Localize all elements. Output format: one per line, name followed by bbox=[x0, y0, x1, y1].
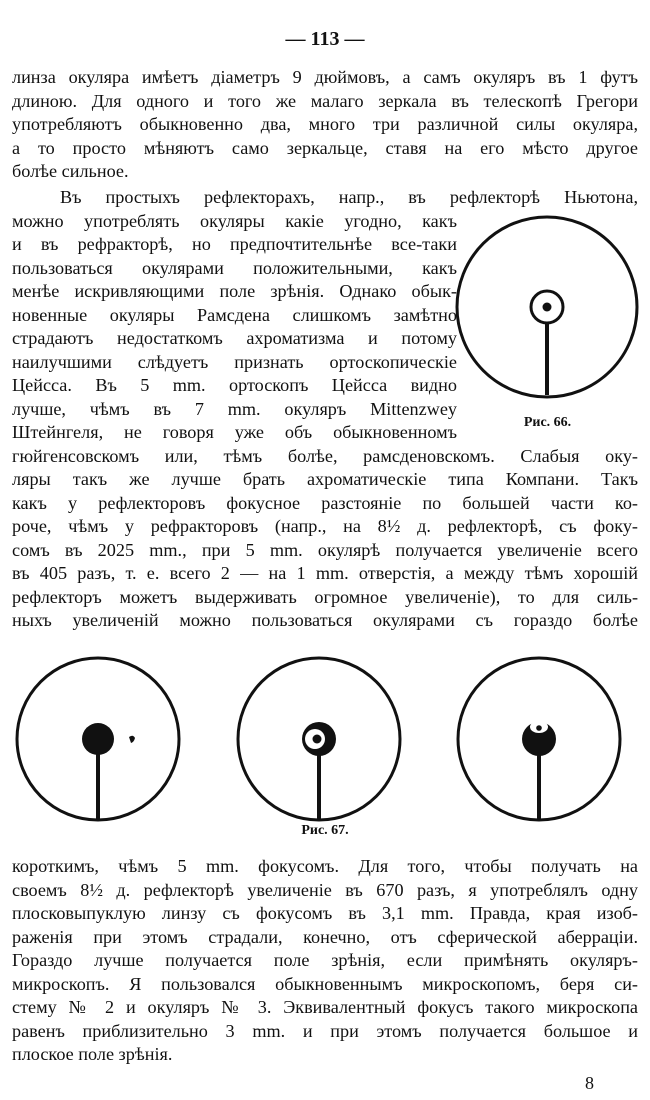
text-line: болѣе сильное. bbox=[12, 161, 129, 181]
text-line: страдаютъ недостаткомъ ахроматизма и потому bbox=[12, 328, 457, 348]
text-line: пользоваться окулярами положительными, какъ bbox=[12, 257, 457, 278]
text-line: можно употреблять окуляры какіе угодно, какъ bbox=[12, 210, 457, 231]
text-line: употребляютъ обыкновенно два, много три различной силы окуляра, bbox=[12, 114, 638, 134]
support-line bbox=[96, 754, 100, 821]
figure-67 bbox=[12, 655, 638, 845]
text-line: длиною. Для одного и того же малаго зеркала въ телескопѣ Грегори bbox=[12, 90, 638, 111]
text-line: Цейсса. Въ 5 mm. ортоскопъ Цейсса видно bbox=[12, 375, 457, 395]
satellite-mark bbox=[129, 736, 135, 743]
text-line: равенъ приблизительно 3 mm. и при этомъ получается большое и bbox=[12, 1020, 638, 1041]
text-line: какъ у рефлекторовъ фокусное разстояніе по большей части ко- bbox=[12, 492, 638, 513]
text-line: короткимъ, чѣмъ 5 mm. фокусомъ. Для того, чтобы получать на bbox=[12, 856, 638, 876]
text-line: лучше, чѣмъ въ 7 mm. окуляръ Mittenzwey bbox=[12, 398, 457, 419]
text-line: своемъ 8½ д. рефлекторѣ увеличеніе въ 670 разъ, я употреблялъ одну bbox=[12, 879, 638, 900]
text-line: ныхъ увеличеній можно пользоваться окулярами съ гораздо болѣе bbox=[12, 610, 638, 630]
figure-67-panel-left bbox=[17, 658, 179, 821]
figure-67-caption: Рис. 67. bbox=[301, 823, 349, 838]
text-line: новенные окуляры Рамсдена слишкомъ замѣтно bbox=[12, 304, 457, 325]
paragraph-3 bbox=[12, 855, 638, 1067]
figure-67-panel-middle bbox=[238, 658, 400, 821]
figure-67-drawing bbox=[12, 655, 638, 823]
text-line: Въ простыхъ рефлекторахъ, напр., въ рефлекторѣ Ньютона, bbox=[60, 187, 638, 207]
figure-66-drawing bbox=[455, 210, 640, 415]
text-line: раженія при этомъ страдали, конечно, отъ сферической аберраціи. bbox=[12, 926, 638, 947]
figure-66 bbox=[455, 210, 640, 440]
text-line: сомъ въ 2025 mm., при 5 mm. окулярѣ получается увеличеніе всего bbox=[12, 539, 638, 560]
support-line bbox=[545, 323, 549, 395]
figure-66-caption: Рис. 66. bbox=[523, 415, 572, 430]
text-line: стему № 2 и окуляръ № 3. Эквивалентный фокусъ такого микроскопа bbox=[12, 997, 638, 1017]
text-line: рефлекторъ можетъ выдерживать огромное увеличеніе), то для силь- bbox=[12, 586, 638, 607]
text-line: микроскопъ. Я пользовался обыкновеннымъ микроскопомъ, беря си- bbox=[12, 973, 638, 994]
text-line: и въ рефракторѣ, но предпочтительнѣе все-таки bbox=[12, 234, 457, 254]
support-line bbox=[537, 755, 541, 821]
planet-disc bbox=[82, 723, 114, 755]
text-line: въ 405 разъ, т. е. всего 2 — на 1 mm. отверстія, а между тѣмъ хорошій bbox=[12, 563, 638, 583]
star-dot bbox=[536, 725, 542, 731]
signature-mark: 8 bbox=[585, 1073, 594, 1093]
figure-67-panel-right bbox=[458, 658, 620, 821]
wrapped-text bbox=[12, 210, 457, 445]
text-line: Штейнгеля, не говоря уже объ обыкновенномъ bbox=[12, 422, 457, 442]
star-dot bbox=[543, 303, 552, 312]
star-dot bbox=[313, 735, 322, 744]
text-line: роче, чѣмъ у рефракторовъ (напр., на 8½ д. рефлекторѣ, съ фоку- bbox=[12, 516, 638, 536]
text-line: плосковыпуклую линзу съ фокусомъ въ 3,1 mm. Правда, края изоб- bbox=[12, 903, 638, 923]
text-line: гюйгенсовскомъ или, тѣмъ болѣе, рамсденовскомъ. Слабыя оку- bbox=[12, 445, 638, 466]
text-line: менѣе искривляющими поле зрѣнія. Однако обык- bbox=[12, 281, 457, 301]
paragraph-1 bbox=[12, 66, 638, 184]
support-line bbox=[317, 755, 321, 821]
text-line: линза окуляра имѣетъ діаметръ 9 дюймовъ, а самъ окуляръ въ 1 футъ bbox=[12, 67, 638, 87]
text-line: наилучшими слѣдуетъ признать ортоскопическіе bbox=[12, 351, 457, 372]
text-line: ляры такъ же лучше брать ахроматическіе типа Компани. Такъ bbox=[12, 469, 638, 489]
text-line: а то просто мѣняютъ само зеркальце, ставя на его мѣсто другое bbox=[12, 137, 638, 158]
text-line: плоское поле зрѣнія. bbox=[12, 1044, 173, 1064]
text-line: Гораздо лучше получается поле зрѣнія, если примѣнять окуляръ- bbox=[12, 950, 638, 970]
page-number: — 113 — bbox=[285, 28, 365, 50]
